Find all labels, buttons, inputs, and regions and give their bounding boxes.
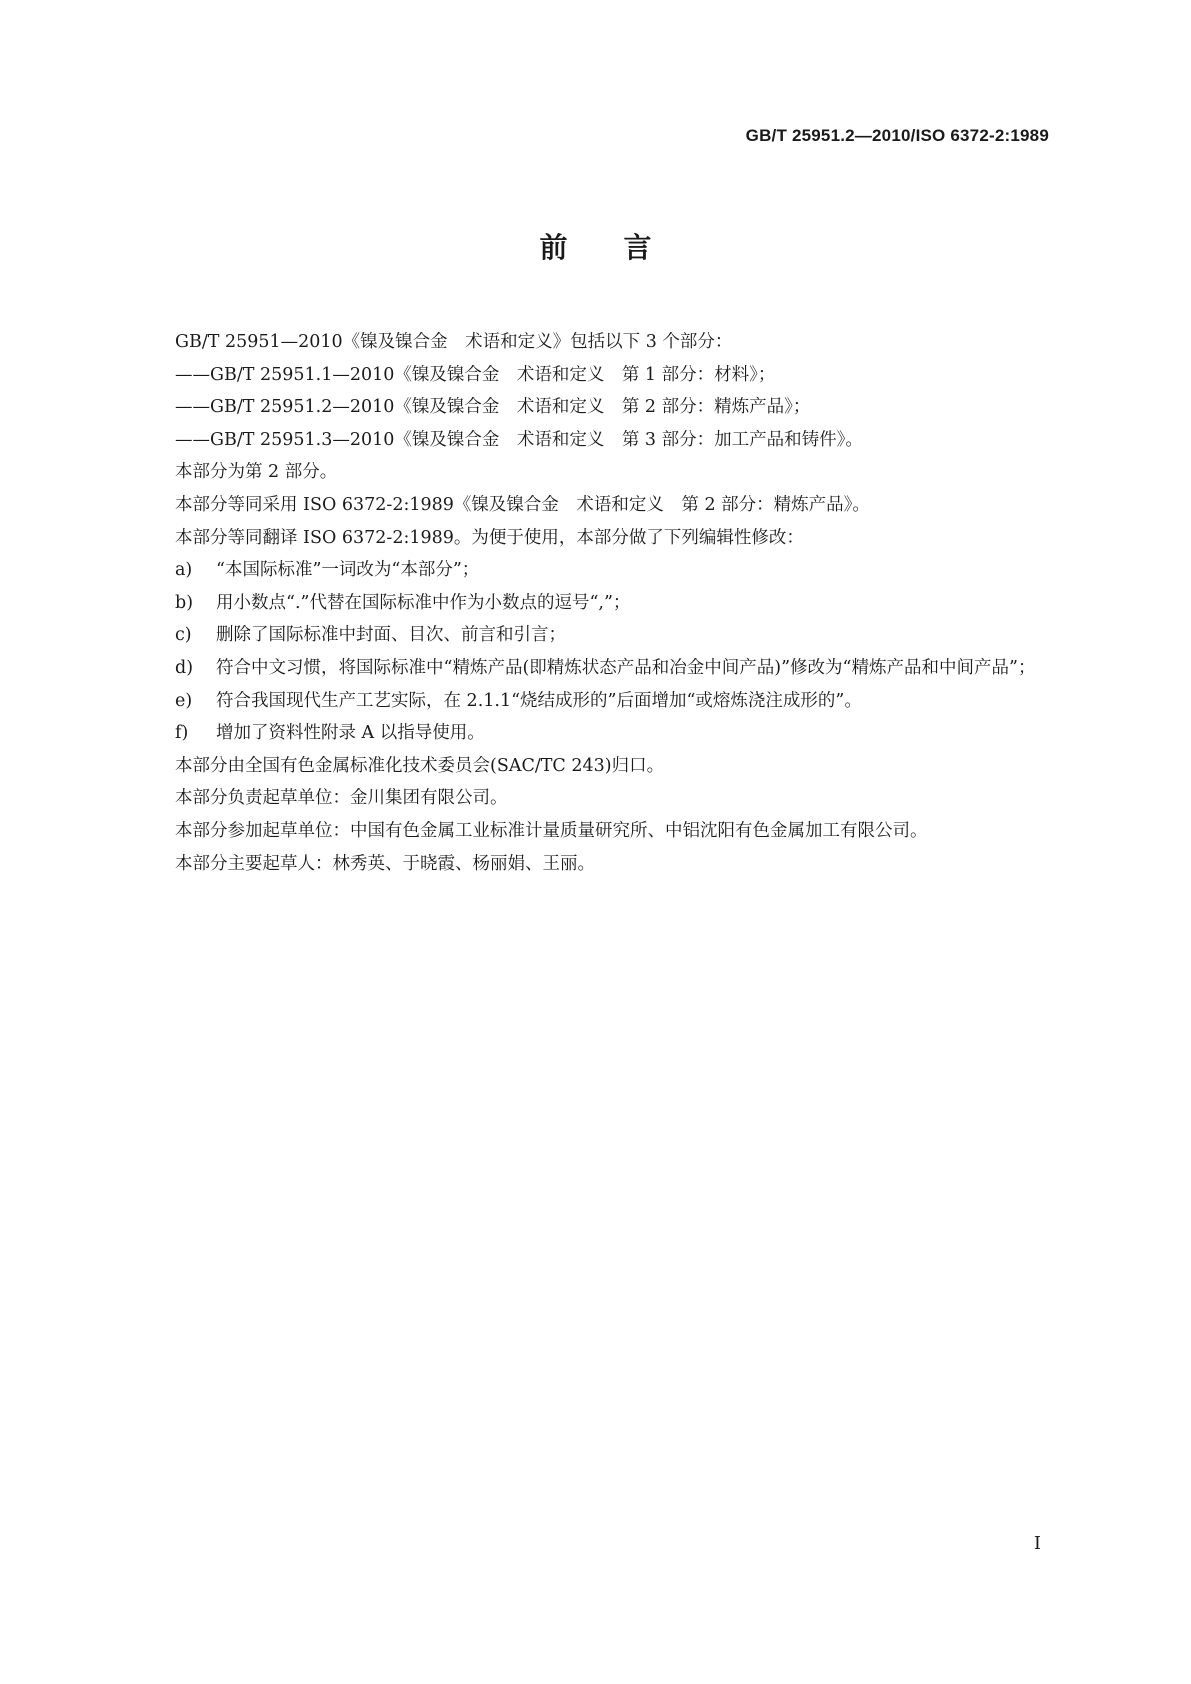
modification-item-c: [175, 619, 1055, 652]
intro-paragraph: GB/T 25951—2010《镍及镍合金 术语和定义》包括以下 3 个部分：: [175, 332, 733, 352]
drafting-unit-statement: 本部分负责起草单位：金川集团有限公司。: [175, 788, 508, 809]
item-marker: c): [175, 625, 192, 646]
item-marker: b): [175, 592, 194, 613]
page-number: I: [1033, 1533, 1041, 1554]
part-list-item-2: ——GB/T 25951.2—2010《镍及镍合金 术语和定义 第 2 部分：精炼产品》；: [175, 397, 811, 418]
foreword-body: [175, 326, 1055, 880]
participating-units-statement: 本部分参加起草单位：中国有色金属工业标准计量质量研究所、中铝沈阳有色金属加工有限公司。: [175, 820, 928, 841]
modification-item-f: [175, 717, 1055, 750]
item-text: “本国际标准”一词改为“本部分”；: [216, 560, 480, 581]
adoption-statement: 本部分等同采用 ISO 6372-2:1989《镍及镍合金 术语和定义 第 2 部分：精炼产品》。: [175, 494, 870, 515]
item-marker: f): [175, 723, 189, 744]
item-marker: d): [175, 657, 194, 678]
part-statement: 本部分为第 2 部分。: [175, 462, 338, 483]
item-marker: e): [175, 690, 193, 711]
item-text: 用小数点“.”代替在国际标准中作为小数点的逗号“,”；: [216, 592, 631, 613]
committee-statement: 本部分由全国有色金属标准化技术委员会(SAC/TC 243)归口。: [175, 755, 665, 776]
item-text: 符合中文习惯，将国际标准中“精炼产品(即精炼状态产品和冶金中间产品)”修改为“精炼产品和中间产品”；: [216, 657, 1036, 678]
item-text: 删除了国际标准中封面、目次、前言和引言；: [216, 625, 566, 646]
item-text: 增加了资料性附录 A 以指导使用。: [216, 723, 485, 744]
page-title: 前言: [539, 231, 708, 264]
item-text: 符合我国现代生产工艺实际，在 2.1.1“烧结成形的”后面增加“或熔炼浇注成形的”。: [216, 690, 862, 711]
modification-item-e: [175, 685, 1055, 718]
modification-item-a: [175, 554, 1055, 587]
modification-item-b: [175, 587, 1055, 620]
drafters-statement: 本部分主要起草人：林秀英、于晓霞、杨丽娟、王丽。: [175, 853, 595, 874]
translation-statement: 本部分等同翻译 ISO 6372-2:1989。为便于使用，本部分做了下列编辑性修改：: [175, 527, 804, 548]
part-list-item-1: ——GB/T 25951.1—2010《镍及镍合金 术语和定义 第 1 部分：材料》；: [175, 364, 776, 385]
part-list-item-3: ——GB/T 25951.3—2010《镍及镍合金 术语和定义 第 3 部分：加工产品和铸件》。: [175, 429, 863, 450]
modification-item-d: [175, 652, 1055, 685]
standard-code-header: GB/T 25951.2—2010/ISO 6372-2:1989: [745, 126, 1049, 145]
item-marker: a): [175, 560, 193, 581]
